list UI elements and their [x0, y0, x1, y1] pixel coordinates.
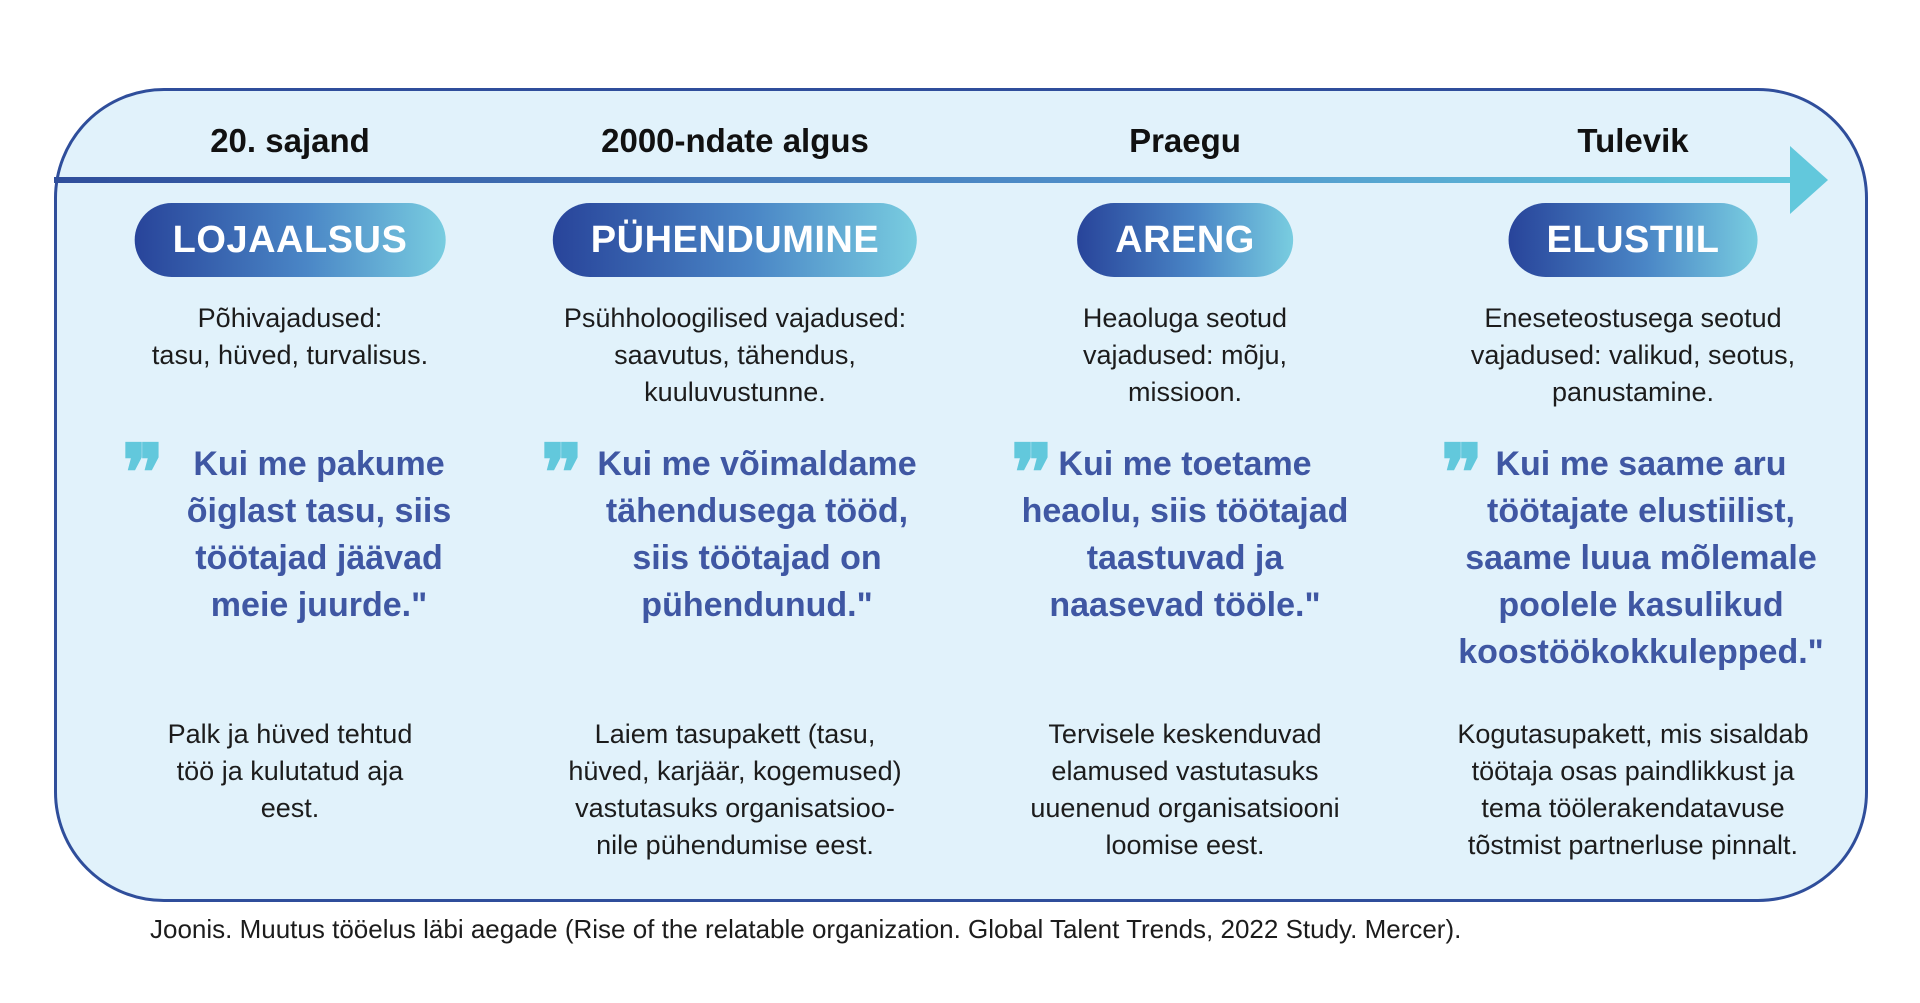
era-label: 20. sajand — [210, 122, 370, 159]
value-pill: ELUSTIIL — [1509, 203, 1758, 277]
quote-block — [1407, 428, 1859, 676]
quote-mark-icon: ❞ — [1441, 428, 1483, 519]
quote-block — [509, 428, 961, 629]
quote-block — [959, 428, 1411, 629]
description-text: Tervisele keskenduvad elamused vastutasuks uuenenud organisatsiooni loomise eest. — [1030, 719, 1340, 860]
needs-text: Psühholoogilised vajadused: saavutus, tähendus, kuuluvustunne. — [563, 303, 907, 407]
era-label: Tulevik — [1577, 122, 1689, 159]
value-pill: PÜHENDUMINE — [553, 203, 917, 277]
value-pill: LOJAALSUS — [135, 203, 446, 277]
quote-text: Kui me saame aru töötajate elustiilist, saame luua mõlemale poolele kasulikud koostöökokkulepped." — [1458, 445, 1824, 671]
description-text: Laiem tasupakett (tasu, hüved, karjäär, kogemused) vastutasuks organisatsioo- nile pühendumise eest. — [568, 719, 902, 860]
era-label: Praegu — [1129, 122, 1241, 159]
quote-mark-icon: ❞ — [541, 428, 583, 519]
needs-text: Heaoluga seotud vajadused: mõju, missioon. — [1082, 303, 1288, 407]
era-label: 2000-ndate algus — [601, 122, 869, 159]
quote-text: Kui me võimaldame tähendusega tööd, siis töötajad on pühendunud." — [597, 445, 917, 624]
quote-text: Kui me toetame heaolu, siis töötajad taastuvad ja naasevad tööle." — [1021, 445, 1349, 624]
quote-mark-icon: ❞ — [1011, 428, 1053, 519]
quote-text: Kui me pakume õiglast tasu, siis töötajad jäävad meie juurde." — [186, 445, 452, 624]
description-text: Palk ja hüved tehtud töö ja kulutatud aja eest. — [167, 719, 413, 823]
value-pill: ARENG — [1077, 203, 1293, 277]
needs-text: Põhivajadused: tasu, hüved, turvalisus. — [151, 303, 429, 370]
quote-mark-icon: ❞ — [122, 428, 164, 519]
quote-block — [64, 428, 516, 629]
needs-text: Eneseteostusega seotud vajadused: valikud, seotus, panustamine. — [1470, 303, 1796, 407]
description-text: Kogutasupakett, mis sisaldab töötaja osas paindlikkust ja tema töölerakendatavuse tõstmist partnerluse pinnalt. — [1457, 719, 1809, 860]
figure-caption: Joonis. Muutus tööelus läbi aegade (Rise of the relatable organization. Global Talent Trends, 2022 Study. Mercer). — [150, 914, 1462, 944]
